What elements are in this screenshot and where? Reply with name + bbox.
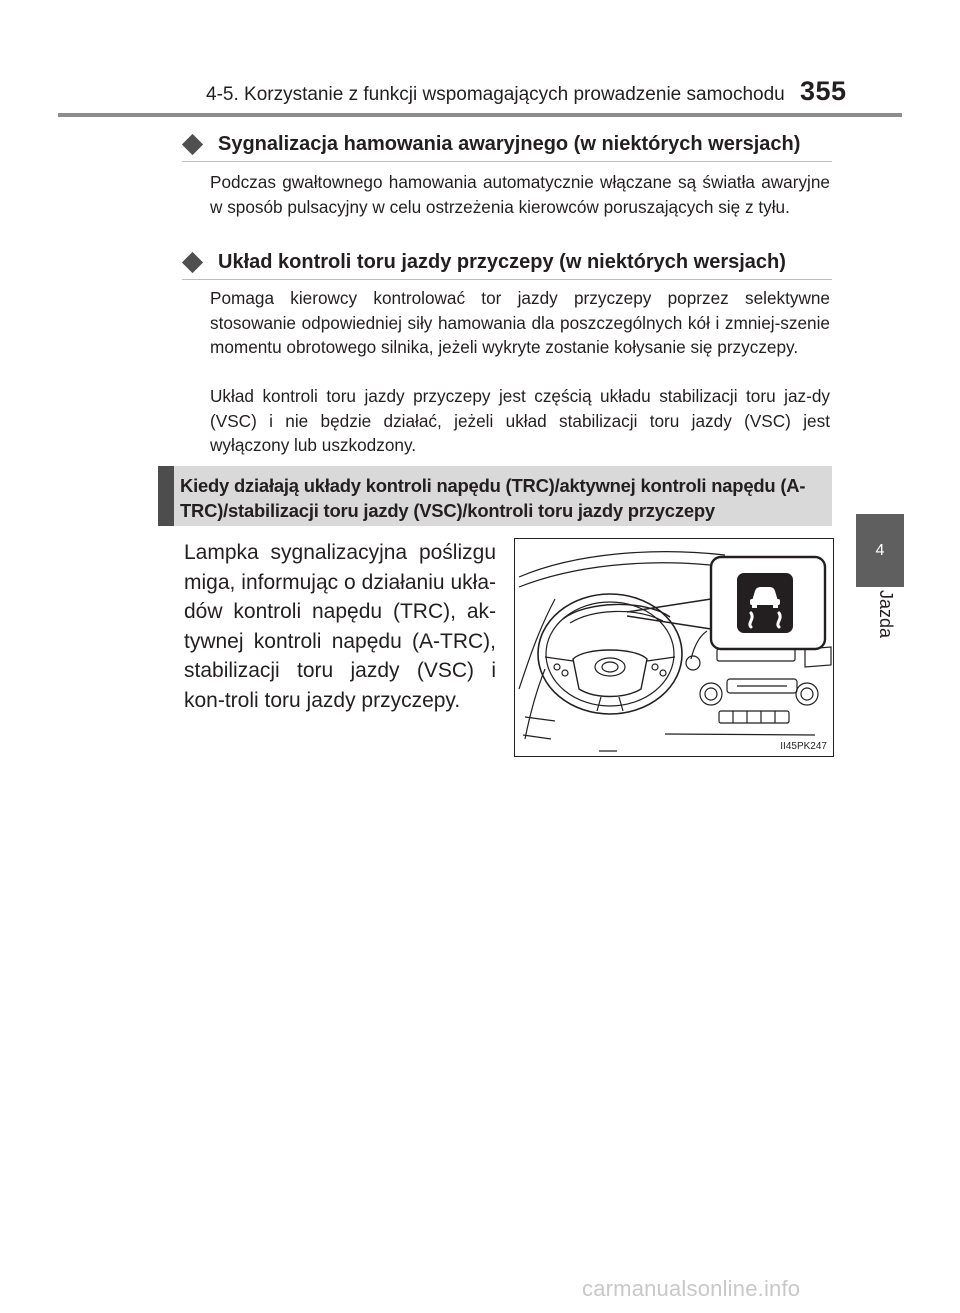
chapter-tab-number: 4 bbox=[875, 541, 885, 559]
paragraph: Pomaga kierowcy kontrolować tor jazdy przyczepy poprzez selektywne stosowanie odpowiedniej siły hamowania dla poszczególnych kół i zmniej-szenie momentu obrotowego silnika, jeżeli wykryte zostanie kołysanie się przyczepy. bbox=[210, 288, 830, 357]
section-heading-text: Sygnalizacja hamowania awaryjnego (w niektórych wersjach) bbox=[218, 133, 801, 155]
boxed-heading: Kiedy działają układy kontroli napędu (TRC)/aktywnej kontroli napędu (A-TRC)/stabilizacji toru jazdy (VSC)/kontroli toru jazdy przyczepy bbox=[158, 466, 832, 526]
section-rule bbox=[182, 279, 832, 280]
chapter-tab bbox=[856, 514, 904, 587]
chapter-title: 4-5. Korzystanie z funkcji wspomagających prowadzenie samochodu bbox=[206, 84, 785, 105]
diamond-bullet-icon bbox=[182, 252, 203, 273]
paragraph: Podczas gwałtownego hamowania automatycznie włączane są światła awaryjne w sposób pulsacyjny w celu ostrzeżenia kierowców poruszających się z tyłu. bbox=[210, 172, 830, 217]
chapter-tab-label: Jazda bbox=[876, 590, 896, 639]
watermark: carmanualsonline.info bbox=[582, 1276, 801, 1301]
diamond-bullet-icon bbox=[182, 134, 203, 155]
dashboard-illustration bbox=[514, 538, 834, 757]
section-heading-emergency-brake-signal bbox=[182, 133, 832, 156]
section-rule bbox=[182, 161, 832, 162]
paragraph: Układ kontroli toru jazdy przyczepy jest częścią układu stabilizacji toru jaz-dy (VSC) i nie będzie działać, jeżeli układ stabilizacji toru jazdy (VSC) jest wyłączony lub uszkodzony. bbox=[210, 386, 830, 455]
section-heading-text: Układ kontroli toru jazdy przyczepy (w niektórych wersjach) bbox=[218, 251, 786, 273]
body-text: Lampka sygnalizacyjna poślizgu miga, informując o działaniu ukła-dów kontroli napędu (TRC), ak-tywnej kontroli napędu (A-TRC), stabilizacji toru jazdy (VSC) i kon-troli toru jazdy przyczepy. bbox=[184, 541, 496, 712]
page-number: 355 bbox=[800, 76, 847, 106]
figure-code: II45PK247 bbox=[780, 741, 827, 752]
header-rule bbox=[58, 113, 902, 117]
slip-indicator-icon bbox=[737, 573, 793, 633]
dashboard-drawing bbox=[515, 539, 835, 758]
section-heading-trailer-sway-control bbox=[182, 251, 832, 274]
